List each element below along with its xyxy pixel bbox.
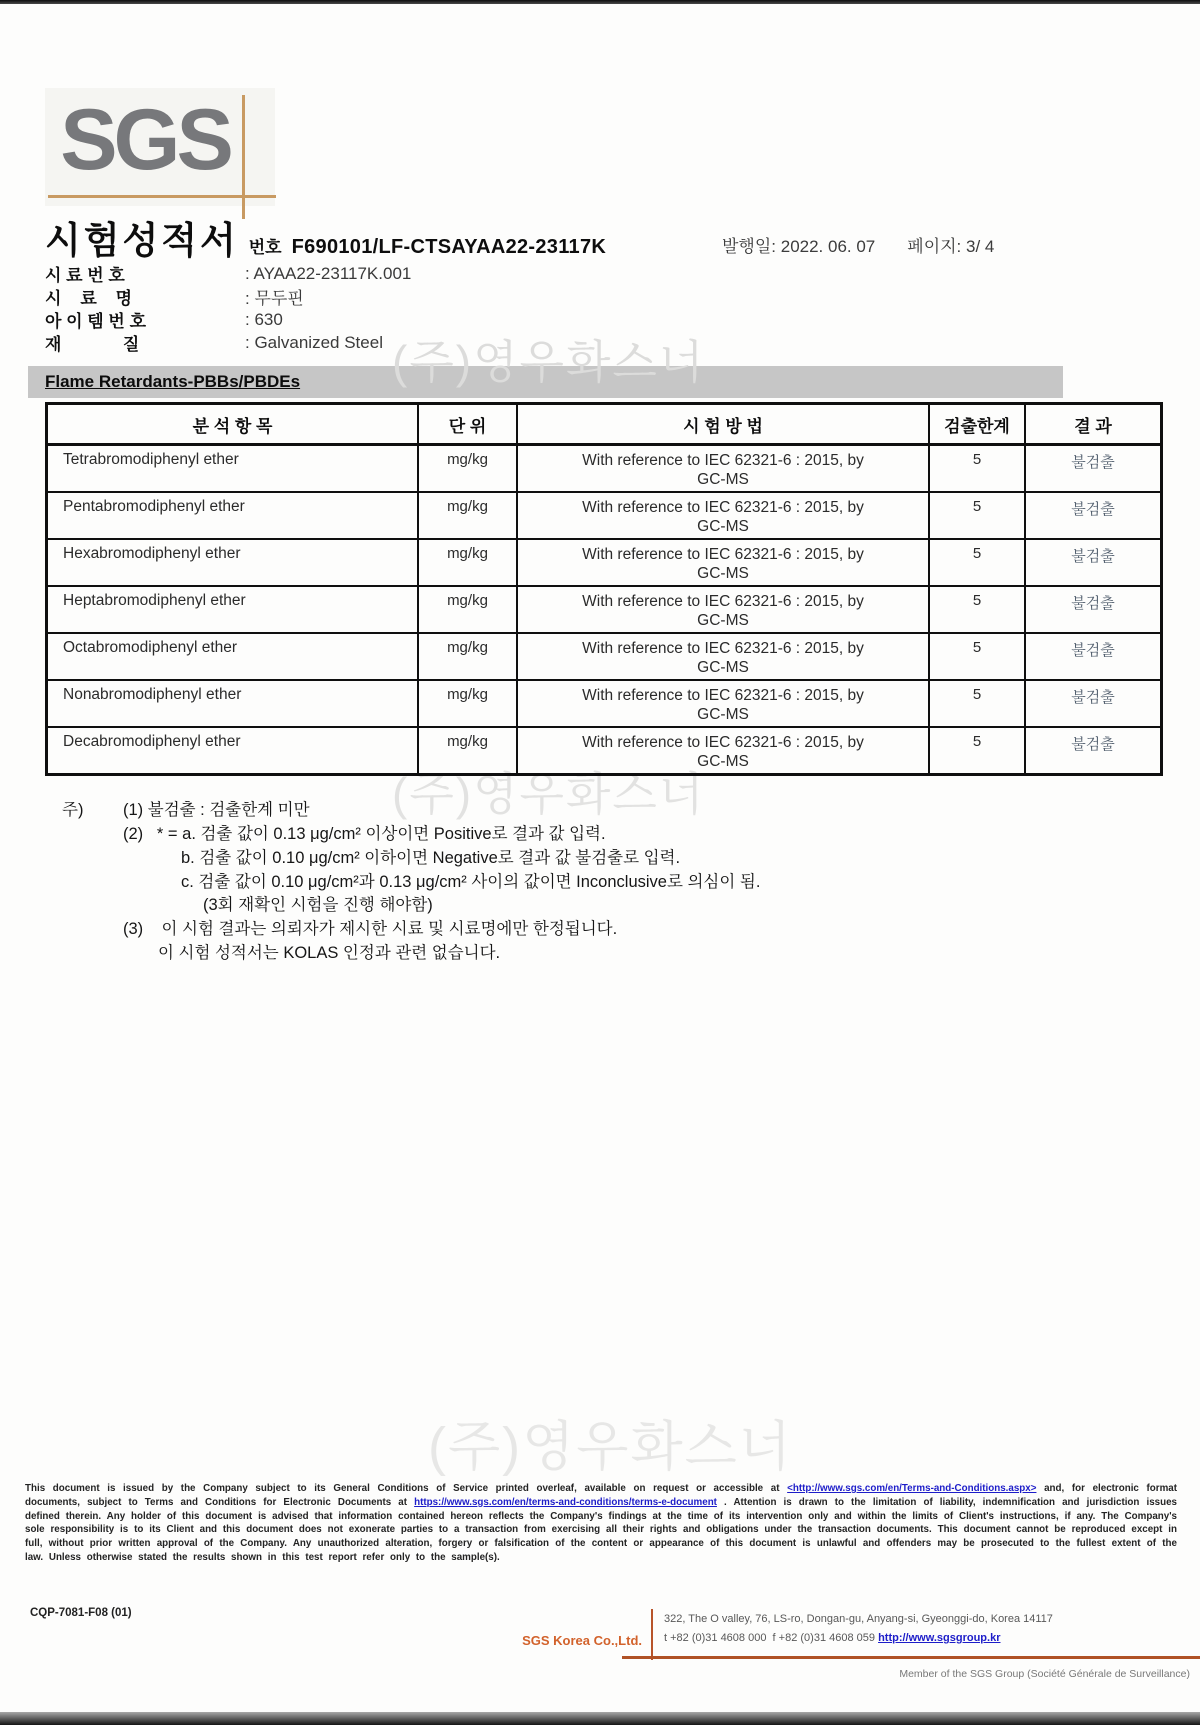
cell-limit: 5 bbox=[930, 493, 1026, 538]
notes-marker: 주) bbox=[62, 801, 84, 819]
note-2: (2) * = a. 검출 값이 0.13 μg/cm² 이상이면 Positive로 결과 값 입력. bbox=[123, 825, 606, 843]
page-number-value: 3/ 4 bbox=[966, 237, 995, 256]
header-cell-limit: 검출한계 bbox=[930, 405, 1026, 443]
method-line-1: With reference to IEC 62321-6 : 2015, by bbox=[582, 640, 864, 657]
method-line-1: With reference to IEC 62321-6 : 2015, by bbox=[582, 687, 864, 704]
watermark: (주)영우화스너 bbox=[428, 1417, 793, 1477]
cell-unit: mg/kg bbox=[419, 446, 518, 491]
method-line-2: GC-MS bbox=[697, 753, 749, 770]
note-3: (3) 이 시험 결과는 의뢰자가 제시한 시료 및 시료명에만 한정됩니다. bbox=[123, 920, 618, 938]
cell-analyte: Tetrabromodiphenyl ether bbox=[48, 446, 419, 491]
note-2c-sub: (3회 재확인 시험을 진행 해야함) bbox=[203, 896, 433, 914]
header-cell-analyte: 분 석 항 목 bbox=[48, 405, 419, 443]
method-line-2: GC-MS bbox=[697, 565, 749, 582]
cell-analyte: Decabromodiphenyl ether bbox=[48, 728, 419, 773]
cell-limit: 5 bbox=[930, 446, 1026, 491]
cell-limit: 5 bbox=[930, 634, 1026, 679]
cell-result: 불검출 bbox=[1071, 736, 1115, 753]
sample-number-label: 시 료 번 호 bbox=[45, 266, 125, 285]
watermark: (주)영우화스너 bbox=[392, 768, 706, 820]
cell-limit: 5 bbox=[930, 587, 1026, 632]
issue-date-value: 2022. 06. 07 bbox=[780, 237, 876, 256]
cell-unit: mg/kg bbox=[419, 493, 518, 538]
table-row bbox=[48, 446, 1160, 493]
report-title-row bbox=[45, 210, 606, 264]
cell-analyte: Heptabromodiphenyl ether bbox=[48, 587, 419, 632]
sample-name-row bbox=[45, 285, 411, 308]
method-line-2: GC-MS bbox=[697, 612, 749, 629]
company-address: 322, The O valley, 76, LS-ro, Dongan-gu, Anyang-si, Gyeonggi-do, Korea 14117 bbox=[664, 1613, 1053, 1625]
cell-result: 불검출 bbox=[1071, 689, 1115, 706]
method-line-1: With reference to IEC 62321-6 : 2015, by bbox=[582, 593, 864, 610]
item-number-value: : 630 bbox=[245, 309, 283, 329]
item-number-row bbox=[45, 308, 411, 331]
cell-unit: mg/kg bbox=[419, 587, 518, 632]
method-line-1: With reference to IEC 62321-6 : 2015, by bbox=[582, 499, 864, 516]
cell-unit: mg/kg bbox=[419, 540, 518, 585]
table-row bbox=[48, 587, 1160, 634]
sample-number-value: : AYAA22-23117K.001 bbox=[245, 263, 412, 283]
cell-limit: 5 bbox=[930, 728, 1026, 773]
terms-conditions-link[interactable]: <http://www.sgs.com/en/Terms-and-Conditions.aspx> bbox=[787, 1483, 1037, 1494]
cell-method bbox=[518, 446, 930, 491]
note-1: (1) 불검출 : 검출한계 미만 bbox=[123, 801, 310, 819]
legal-text-3: . Attention is drawn to the limitation of liability, indemnification and jurisdiction issues defined therein. Any holder of this document is advised that information contained hereon reflects the Company's findings at the time of its intervention only and within the limits of Client's instructions, if any. The Company's sole responsibility is to its Client and this document does not exonerate parties to a transaction from exercising all their rights and obligations under the transaction documents. This document cannot be reproduced except in full, without prior written approval of the Company. Any unauthorized alteration, forgery or falsification of the content or appearance of this document is unlawful and offenders may be prosecuted to the fullest extent of the law. Unless otherwise stated the results shown in this test report refer only to the sample(s). bbox=[25, 1496, 1177, 1563]
cell-method bbox=[518, 540, 930, 585]
page-title: 시험성적서 bbox=[45, 220, 239, 261]
sample-name-label: 시 료 명 bbox=[45, 289, 133, 308]
method-line-2: GC-MS bbox=[697, 518, 749, 535]
method-line-2: GC-MS bbox=[697, 471, 749, 488]
cell-result: 불검출 bbox=[1071, 595, 1115, 612]
method-line-1: With reference to IEC 62321-6 : 2015, by bbox=[582, 734, 864, 751]
cell-method bbox=[518, 493, 930, 538]
table-row bbox=[48, 493, 1160, 540]
cell-result: 불검출 bbox=[1071, 642, 1115, 659]
cell-unit: mg/kg bbox=[419, 728, 518, 773]
cell-analyte: Pentabromodiphenyl ether bbox=[48, 493, 419, 538]
cell-analyte: Octabromodiphenyl ether bbox=[48, 634, 419, 679]
cell-method bbox=[518, 634, 930, 679]
method-line-2: GC-MS bbox=[697, 706, 749, 723]
table-row bbox=[48, 681, 1160, 728]
table-row bbox=[48, 540, 1160, 587]
legal-text-2: and, for electronic format documents, subject to Terms and Conditions for Electronic Documents at bbox=[25, 1483, 1177, 1508]
table-row bbox=[48, 634, 1160, 681]
sgs-member-note: Member of the SGS Group (Société Générale de Surveillance) bbox=[899, 1668, 1190, 1680]
sample-name-value: : 무두핀 bbox=[245, 289, 304, 308]
note-2c: c. 검출 값이 0.10 μg/cm²과 0.13 μg/cm² 사이의 값이면 Inconclusive로 의심이 됨. bbox=[181, 873, 761, 891]
watermark: (주)영우화스너 bbox=[392, 336, 706, 388]
e-document-terms-link[interactable]: https://www.sgs.com/en/terms-and-conditions/terms-e-document bbox=[414, 1496, 717, 1508]
section-band bbox=[28, 366, 1063, 398]
page-number bbox=[907, 232, 994, 257]
photo-edge-bottom bbox=[0, 1712, 1200, 1725]
sgs-logo-text: SGS bbox=[60, 92, 230, 188]
material-value: : Galvanized Steel bbox=[245, 332, 383, 352]
legal-text-1: This document is issued by the Company subject to its General Conditions of Service printed overleaf, available on request or accessible at bbox=[25, 1483, 788, 1494]
table-row bbox=[48, 728, 1160, 773]
header-cell-result: 결 과 bbox=[1074, 416, 1112, 436]
cell-analyte: Nonabromodiphenyl ether bbox=[48, 681, 419, 726]
header-cell-method: 시 험 방 법 bbox=[518, 405, 930, 443]
cell-result: 불검출 bbox=[1071, 501, 1115, 518]
issue-date-label: 발행일: bbox=[722, 237, 776, 256]
issue-date bbox=[722, 232, 875, 257]
item-number-label: 아 이 템 번 호 bbox=[45, 312, 147, 331]
note-3b: 이 시험 성적서는 KOLAS 인정과 관련 없습니다. bbox=[158, 944, 501, 962]
form-code: CQP-7081-F08 (01) bbox=[30, 1607, 132, 1619]
results-table bbox=[45, 402, 1163, 776]
legal-text bbox=[25, 1482, 1177, 1565]
website-link[interactable]: http://www.sgsgroup.kr bbox=[878, 1632, 1001, 1644]
note-2b: b. 검출 값이 0.10 μg/cm² 이하이면 Negative로 결과 값 불검출로 입력. bbox=[181, 849, 681, 867]
report-number-label: 번호 bbox=[248, 238, 282, 257]
photo-edge-top bbox=[0, 0, 1200, 4]
logo-vertical-line bbox=[242, 95, 245, 219]
report-number: F690101/LF-CTSAYAA22-23117K bbox=[291, 236, 607, 258]
section-title: Flame Retardants-PBBs/PBDEs bbox=[45, 372, 301, 391]
method-line-2: GC-MS bbox=[697, 659, 749, 676]
footer-rule bbox=[622, 1656, 1200, 1659]
header-cell-unit: 단 위 bbox=[419, 405, 518, 443]
company-name: SGS Korea Co.,Ltd. bbox=[522, 1633, 642, 1648]
sample-number-row bbox=[45, 262, 411, 285]
cell-method bbox=[518, 587, 930, 632]
page-number-label: 페이지: bbox=[907, 237, 962, 256]
cell-method bbox=[518, 728, 930, 773]
cell-limit: 5 bbox=[930, 681, 1026, 726]
cell-method bbox=[518, 681, 930, 726]
cell-result: 불검출 bbox=[1071, 548, 1115, 565]
table-header-row bbox=[48, 405, 1160, 446]
company-phone: t +82 (0)31 4608 000 f +82 (0)31 4608 059 bbox=[664, 1632, 879, 1644]
footer-divider-line bbox=[651, 1609, 653, 1660]
cell-result: 불검출 bbox=[1071, 454, 1115, 471]
cell-unit: mg/kg bbox=[419, 634, 518, 679]
cell-unit: mg/kg bbox=[419, 681, 518, 726]
cell-analyte: Hexabromodiphenyl ether bbox=[48, 540, 419, 585]
material-row bbox=[45, 331, 411, 354]
cell-limit: 5 bbox=[930, 540, 1026, 585]
sample-info bbox=[45, 262, 411, 354]
method-line-1: With reference to IEC 62321-6 : 2015, by bbox=[582, 452, 864, 469]
company-contact bbox=[664, 1632, 1001, 1644]
issue-info-row bbox=[722, 232, 994, 257]
material-label: 재 질 bbox=[45, 335, 140, 354]
method-line-1: With reference to IEC 62321-6 : 2015, by bbox=[582, 546, 864, 563]
